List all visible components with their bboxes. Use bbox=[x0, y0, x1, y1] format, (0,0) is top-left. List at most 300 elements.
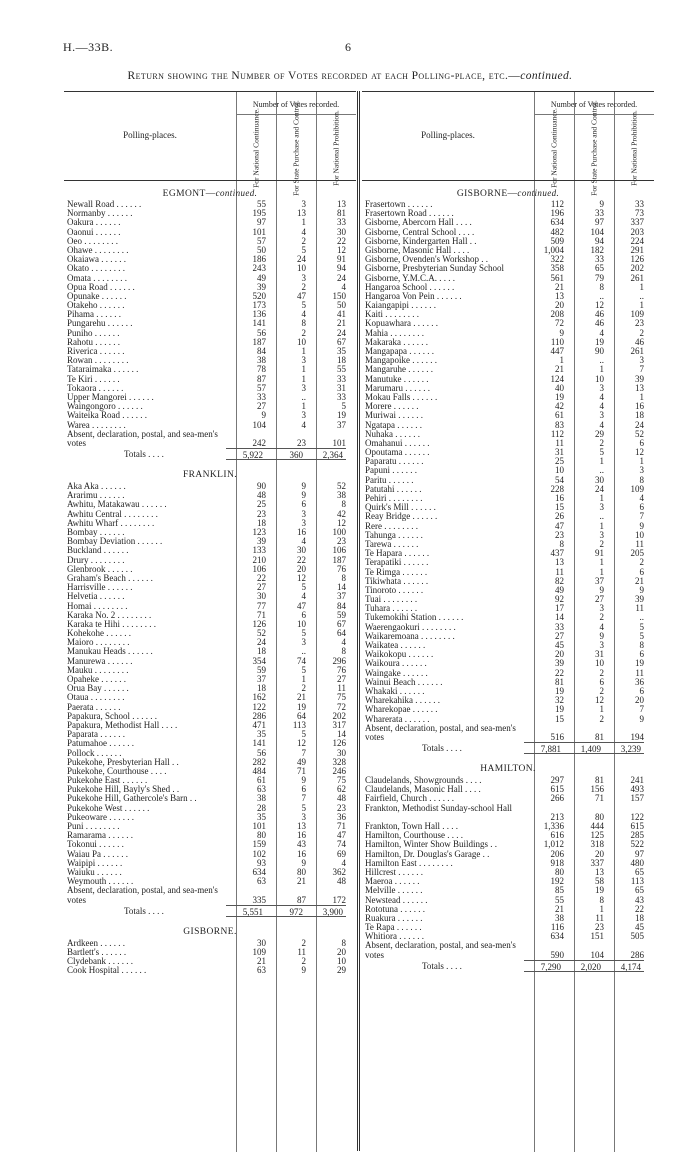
polling-place-name: Papuni . . . . . . bbox=[365, 466, 418, 476]
polling-place-name: Ohawe . . . . . . . . bbox=[67, 245, 129, 255]
table-row bbox=[64, 347, 356, 356]
polling-place-name: Hamilton, Winter Show Buildings . . bbox=[365, 840, 497, 850]
votes-prohibition: 4 bbox=[341, 637, 346, 648]
header-col-prohibition bbox=[316, 110, 356, 186]
votes-continuance: 447 bbox=[550, 346, 564, 356]
votes-prohibition: 1 bbox=[639, 391, 644, 402]
polling-place-name: Gisborne, Presbyterian Sunday School bbox=[365, 264, 504, 274]
votes-continuance: 282 bbox=[252, 756, 266, 767]
votes-state-purchase: 10 bbox=[297, 618, 306, 629]
table-row bbox=[362, 218, 654, 227]
table-row bbox=[362, 430, 654, 439]
votes-state-purchase: 9 bbox=[599, 630, 604, 641]
polling-place-name: Kaiti . . . . . . . . bbox=[365, 310, 419, 320]
header-col-continuance bbox=[236, 108, 276, 188]
polling-place-name: Totals . . . . bbox=[422, 960, 462, 971]
votes-state-purchase: 1 bbox=[599, 704, 604, 715]
votes-state-purchase: 43 bbox=[297, 839, 306, 850]
votes-prohibition: 45 bbox=[635, 922, 644, 933]
votes-prohibition: 2,364 bbox=[306, 448, 346, 460]
table-row bbox=[362, 255, 654, 264]
votes-prohibition: 202 bbox=[630, 263, 644, 274]
votes-continuance: 63 bbox=[257, 965, 266, 976]
votes-prohibition: 9 bbox=[639, 713, 644, 724]
votes-continuance: 112 bbox=[550, 428, 564, 439]
votes-prohibition: 6 bbox=[639, 437, 644, 448]
votes-continuance: 57 bbox=[257, 382, 266, 393]
votes-continuance: 615 bbox=[550, 784, 564, 795]
votes-prohibition: 62 bbox=[337, 784, 346, 795]
votes-continuance: 11 bbox=[555, 566, 564, 577]
polling-place-name: Riverica . . . . . . bbox=[67, 347, 125, 356]
polling-place-name: Waiau Pa . . . . . . bbox=[67, 849, 129, 859]
votes-prohibition: 42 bbox=[337, 508, 346, 519]
votes-state-purchase: 3 bbox=[301, 811, 306, 822]
polling-place-name: Waerengaokuri . . . . . . . . bbox=[365, 622, 456, 632]
polling-place-name: Tokonui . . . . . . bbox=[67, 840, 124, 850]
votes-continuance: 39 bbox=[257, 281, 266, 292]
votes-continuance: 141 bbox=[252, 738, 266, 749]
polling-place-name: Drury . . . . . . . . bbox=[67, 555, 125, 565]
votes-prohibition: 43 bbox=[635, 894, 644, 905]
votes-state-purchase: 23 bbox=[595, 922, 604, 933]
votes-prohibition: 84 bbox=[337, 600, 346, 611]
table-row bbox=[362, 301, 654, 310]
votes-prohibition: 285 bbox=[630, 830, 644, 841]
votes-continuance: 7,881 bbox=[524, 742, 564, 754]
polling-place-name: Bombay Deviation . . . . . . bbox=[67, 537, 163, 547]
polling-place-name: Waiuku . . . . . . bbox=[67, 867, 122, 877]
votes-continuance: 9 bbox=[559, 327, 564, 338]
polling-place-name: Papakura, School . . . . . . bbox=[67, 711, 157, 721]
votes-prohibition: 126 bbox=[332, 738, 346, 749]
polling-place-name: Normanby . . . . . . bbox=[67, 209, 133, 219]
table-row bbox=[362, 466, 654, 475]
table-row bbox=[362, 228, 654, 237]
votes-prohibition: 7 bbox=[639, 364, 644, 375]
table-row bbox=[64, 831, 356, 840]
table-row bbox=[64, 611, 356, 620]
votes-continuance: 520 bbox=[252, 290, 266, 301]
votes-prohibition: 246 bbox=[332, 765, 346, 776]
section-heading bbox=[64, 925, 356, 939]
votes-state-purchase: 3 bbox=[301, 272, 306, 283]
votes-state-purchase: 9 bbox=[301, 965, 306, 976]
table-row bbox=[64, 255, 356, 264]
votes-state-purchase: 10 bbox=[595, 373, 604, 384]
votes-state-purchase: 6 bbox=[599, 676, 604, 687]
votes-state-purchase: 81 bbox=[595, 731, 604, 742]
table-row bbox=[362, 402, 654, 411]
votes-continuance: 27 bbox=[257, 582, 266, 593]
votes-prohibition: 6 bbox=[639, 502, 644, 513]
table-row bbox=[64, 292, 356, 301]
votes-continuance: 213 bbox=[550, 811, 564, 822]
table-row bbox=[362, 604, 654, 613]
polling-place-name: Papakura, Methodist Hall . . . . bbox=[67, 720, 178, 730]
votes-prohibition: 36 bbox=[635, 676, 644, 687]
votes-prohibition: 8 bbox=[341, 572, 346, 583]
votes-continuance: 228 bbox=[550, 483, 564, 494]
votes-state-purchase: 4 bbox=[301, 536, 306, 547]
table-row bbox=[64, 384, 356, 393]
votes-state-purchase: 3 bbox=[301, 382, 306, 393]
table-row bbox=[64, 966, 356, 975]
votes-continuance: 22 bbox=[555, 667, 564, 678]
votes-prohibition: 106 bbox=[332, 545, 346, 556]
votes-state-purchase: 65 bbox=[595, 263, 604, 274]
table-row bbox=[362, 512, 654, 521]
votes-prohibition: 11 bbox=[635, 603, 644, 614]
polling-place-name: Waiteika Road . . . . . . bbox=[67, 411, 148, 421]
section-title: HAMILTON. bbox=[480, 764, 536, 775]
votes-continuance: 38 bbox=[257, 793, 266, 804]
table-row bbox=[64, 703, 356, 712]
votes-state-purchase: 22 bbox=[297, 554, 306, 565]
table-row bbox=[64, 886, 356, 904]
polling-place-name: Okato . . . . . . . . bbox=[67, 264, 125, 274]
votes-prohibition: 109 bbox=[630, 309, 644, 320]
table-row bbox=[362, 896, 654, 905]
votes-prohibition: 14 bbox=[337, 729, 346, 740]
votes-prohibition: 39 bbox=[635, 594, 644, 605]
votes-prohibition: 6 bbox=[639, 566, 644, 577]
votes-state-purchase: 1 bbox=[599, 364, 604, 375]
table-row bbox=[64, 310, 356, 319]
votes-state-purchase: 74 bbox=[297, 655, 306, 666]
votes-prohibition: 126 bbox=[630, 254, 644, 265]
table-row bbox=[64, 620, 356, 629]
polling-place-name: Rototuna . . . . . . bbox=[365, 904, 425, 914]
votes-prohibition: 91 bbox=[337, 254, 346, 265]
votes-continuance: 14 bbox=[555, 612, 564, 623]
votes-continuance: 55 bbox=[555, 894, 564, 905]
votes-continuance: 141 bbox=[252, 318, 266, 329]
votes-prohibition: 59 bbox=[337, 609, 346, 620]
votes-state-purchase: 79 bbox=[595, 272, 604, 283]
table-row bbox=[64, 510, 356, 519]
votes-state-purchase: 8 bbox=[301, 318, 306, 329]
votes-state-purchase: 318 bbox=[590, 839, 604, 850]
votes-prohibition: 203 bbox=[630, 226, 644, 237]
votes-state-purchase: 97 bbox=[595, 217, 604, 228]
votes-prohibition: 20 bbox=[635, 695, 644, 706]
polling-place-name: Maioro . . . . . . . . bbox=[67, 638, 130, 648]
votes-continuance: 242 bbox=[252, 437, 266, 448]
table-row bbox=[362, 822, 654, 831]
votes-continuance: 49 bbox=[257, 272, 266, 283]
votes-state-purchase: 2 bbox=[301, 683, 306, 694]
votes-state-purchase: 3 bbox=[301, 517, 306, 528]
votes-continuance: 102 bbox=[252, 848, 266, 859]
votes-prohibition: 27 bbox=[337, 674, 346, 685]
votes-continuance: 110 bbox=[550, 336, 564, 347]
votes-state-purchase: 104 bbox=[590, 226, 604, 237]
votes-state-purchase: 2 bbox=[599, 667, 604, 678]
votes-continuance: 21 bbox=[555, 903, 564, 914]
polling-place-name: Homai . . . . . . . . bbox=[67, 601, 128, 611]
votes-state-purchase: 1 bbox=[301, 401, 306, 412]
votes-state-purchase: 1 bbox=[599, 520, 604, 531]
votes-continuance: 634 bbox=[550, 931, 564, 942]
polling-place-name: Cook Hospital . . . . . . bbox=[67, 966, 147, 976]
votes-continuance: 322 bbox=[550, 254, 564, 265]
table-row bbox=[64, 730, 356, 739]
votes-continuance: 55 bbox=[257, 199, 266, 209]
polling-place-name: Manukau Heads . . . . . . bbox=[67, 647, 153, 657]
votes-continuance: 11 bbox=[555, 437, 564, 448]
polling-place-name: Absent, declaration, postal, and sea-men's votes bbox=[365, 940, 516, 960]
votes-continuance: 104 bbox=[252, 419, 266, 430]
table-row bbox=[64, 939, 356, 948]
votes-prohibition: 29 bbox=[337, 965, 346, 976]
votes-state-purchase: 94 bbox=[595, 235, 604, 246]
votes-state-purchase: 10 bbox=[595, 658, 604, 669]
votes-continuance: 354 bbox=[252, 655, 266, 666]
votes-state-purchase: 5 bbox=[301, 244, 306, 255]
table-body-right bbox=[362, 186, 654, 980]
polling-place-name: Kopuawhara . . . . . . bbox=[365, 319, 438, 329]
polling-place-name: Absent, declaration, postal, and sea-men's votes bbox=[67, 428, 218, 448]
votes-state-purchase: 1 bbox=[301, 346, 306, 356]
polling-place-name: Gisborne, Central School . . . . bbox=[365, 227, 475, 237]
votes-state-purchase: 3 bbox=[301, 199, 306, 209]
votes-state-purchase: 4 bbox=[599, 327, 604, 338]
table-row bbox=[64, 565, 356, 574]
votes-state-purchase: 33 bbox=[595, 254, 604, 265]
votes-prohibition: 94 bbox=[337, 263, 346, 274]
table-row bbox=[64, 693, 356, 702]
votes-prohibition: 337 bbox=[630, 217, 644, 228]
polling-place-name: Wharekahika . . . . . . bbox=[365, 696, 440, 706]
votes-state-purchase: 20 bbox=[297, 563, 306, 574]
page-number: 6 bbox=[345, 40, 351, 54]
votes-state-purchase: 46 bbox=[595, 318, 604, 329]
votes-state-purchase: 3 bbox=[301, 355, 306, 366]
votes-prohibition: 202 bbox=[332, 710, 346, 721]
polling-place-name: Pukekohe East . . . . . . bbox=[67, 776, 148, 786]
votes-state-purchase: 13 bbox=[297, 821, 306, 832]
header-number-of-votes: Number of Votes recorded. bbox=[550, 100, 638, 109]
votes-continuance: 126 bbox=[252, 618, 266, 629]
polling-place-name: Frasertown Road . . . . . . bbox=[365, 209, 454, 219]
votes-continuance: 35 bbox=[257, 729, 266, 740]
votes-prohibition: 4 bbox=[341, 857, 346, 868]
votes-prohibition: 1 bbox=[639, 300, 644, 311]
table-row bbox=[64, 776, 356, 785]
votes-prohibition: 480 bbox=[630, 857, 644, 868]
table-row bbox=[64, 218, 356, 227]
votes-continuance: 93 bbox=[257, 857, 266, 868]
section-suffix: continued. bbox=[517, 188, 560, 198]
votes-state-purchase: 7 bbox=[301, 793, 306, 804]
table-row bbox=[362, 905, 654, 914]
table-row bbox=[362, 476, 654, 485]
title-suffix: continued. bbox=[520, 70, 573, 82]
votes-state-purchase: .. bbox=[599, 290, 604, 301]
table-row bbox=[362, 200, 654, 209]
votes-prohibition: 11 bbox=[635, 667, 644, 678]
table-row bbox=[64, 537, 356, 546]
polling-place-name: Paparatu . . . . . . bbox=[365, 457, 424, 467]
votes-continuance: 136 bbox=[252, 309, 266, 320]
polling-place-name: Omahanui . . . . . . bbox=[365, 438, 430, 448]
votes-prohibition: 30 bbox=[337, 226, 346, 237]
votes-continuance: 482 bbox=[550, 226, 564, 237]
table-row bbox=[64, 274, 356, 283]
votes-continuance: 49 bbox=[555, 584, 564, 595]
votes-continuance: 297 bbox=[550, 775, 564, 786]
votes-state-purchase: 31 bbox=[595, 649, 604, 660]
votes-state-purchase: 2 bbox=[301, 956, 306, 967]
table-row bbox=[64, 228, 356, 237]
polling-place-name: Tahunga . . . . . . bbox=[365, 530, 423, 540]
polling-place-name: Gisborne, Ovenden's Workshop . . bbox=[365, 255, 488, 265]
table-row bbox=[362, 365, 654, 374]
votes-continuance: 123 bbox=[252, 527, 266, 538]
votes-state-purchase: 8 bbox=[599, 281, 604, 292]
votes-prohibition: 16 bbox=[635, 401, 644, 412]
votes-state-purchase: 21 bbox=[297, 876, 306, 887]
votes-continuance: 1,012 bbox=[543, 839, 564, 850]
polling-place-name: Pehiri . . . . . . . . bbox=[365, 494, 423, 503]
polling-place-name: Muriwai . . . . . . bbox=[365, 411, 423, 421]
votes-prohibition: 67 bbox=[337, 618, 346, 629]
votes-prohibition: 261 bbox=[630, 346, 644, 356]
table-row bbox=[64, 666, 356, 675]
votes-state-purchase: 1 bbox=[301, 373, 306, 384]
table-row bbox=[362, 641, 654, 650]
table-row bbox=[64, 602, 356, 611]
votes-state-purchase: 81 bbox=[595, 775, 604, 786]
votes-prohibition: 8 bbox=[639, 640, 644, 650]
polling-place-name: Otakeho . . . . . . bbox=[67, 301, 125, 311]
polling-place-name: Wainui Beach . . . . . . bbox=[365, 677, 443, 687]
polling-place-name: Omata . . . . . . . . bbox=[67, 273, 127, 283]
votes-continuance: 1,336 bbox=[543, 821, 564, 832]
header-col-continuance bbox=[534, 108, 574, 188]
table-row bbox=[64, 592, 356, 601]
polling-place-name: Kohekohe . . . . . . bbox=[67, 629, 131, 639]
table-row bbox=[64, 957, 356, 966]
votes-prohibition: 150 bbox=[332, 290, 346, 301]
table-row bbox=[64, 338, 356, 347]
polling-place-name: Hamilton East . . . . . . . . bbox=[365, 858, 453, 868]
section-title: FRANKLIN. bbox=[182, 470, 237, 481]
polling-place-name: Claudelands, Showgrounds . . . . bbox=[365, 776, 482, 786]
table-row bbox=[64, 758, 356, 767]
polling-place-name: Ardkeen . . . . . . bbox=[67, 938, 125, 948]
votes-state-purchase: 360 bbox=[266, 448, 306, 460]
polling-place-name: Puni . . . . . . . . bbox=[67, 822, 120, 832]
votes-prohibition: 9 bbox=[639, 584, 644, 595]
votes-prohibition: 21 bbox=[337, 318, 346, 329]
votes-state-purchase: 11 bbox=[297, 946, 306, 957]
votes-prohibition: 13 bbox=[337, 199, 346, 209]
votes-continuance: 59 bbox=[257, 664, 266, 675]
votes-prohibition: .. bbox=[639, 290, 644, 301]
polling-place-name: Te Rapa . . . . . . bbox=[365, 923, 422, 933]
polling-place-name: Mahia . . . . . . . . bbox=[365, 328, 424, 338]
table-row bbox=[64, 804, 356, 813]
polling-place-name: Awhitu Wharf . . . . . . . . bbox=[67, 518, 155, 528]
polling-place-name: Paerata . . . . . . bbox=[67, 702, 121, 712]
polling-place-name: Bombay . . . . . . bbox=[67, 528, 125, 538]
table-row bbox=[64, 721, 356, 730]
votes-state-purchase: 9 bbox=[301, 857, 306, 868]
header-polling-places: Polling-places. bbox=[421, 130, 475, 140]
votes-continuance: 516 bbox=[550, 731, 564, 742]
polling-place-name: Mauku . . . . . . . . bbox=[67, 665, 129, 675]
polling-place-name: Frankton, Methodist Sunday-school Hall bbox=[365, 802, 512, 813]
table-row bbox=[362, 868, 654, 877]
polling-place-name: Mokau Falls . . . . . . bbox=[365, 392, 438, 402]
polling-place-name: Gisborne, Masonic Hall . . . . bbox=[365, 245, 470, 255]
votes-continuance: 286 bbox=[252, 710, 266, 721]
polling-place-name: Rowan . . . . . . . . bbox=[67, 356, 129, 366]
votes-continuance: 1 bbox=[559, 355, 564, 366]
table-row bbox=[64, 356, 356, 365]
polling-place-name: Awhitu, Matakawau . . . . . . bbox=[67, 500, 167, 510]
votes-prohibition: 172 bbox=[332, 894, 346, 905]
votes-state-purchase: 1 bbox=[599, 557, 604, 568]
polling-place-name: Wharerata . . . . . . bbox=[365, 714, 430, 724]
votes-prohibition: 122 bbox=[630, 811, 644, 822]
polling-place-name: Mangaruhe . . . . . . bbox=[365, 365, 433, 375]
votes-continuance: 30 bbox=[257, 937, 266, 948]
votes-prohibition: 8 bbox=[341, 937, 346, 948]
votes-prohibition: 76 bbox=[337, 664, 346, 675]
section-heading bbox=[362, 762, 654, 776]
votes-state-purchase: 3 bbox=[301, 637, 306, 648]
votes-continuance: 40 bbox=[555, 382, 564, 393]
votes-continuance: 159 bbox=[252, 839, 266, 850]
votes-prohibition: 75 bbox=[337, 692, 346, 703]
votes-state-purchase: 29 bbox=[595, 428, 604, 439]
votes-prohibition: 5 bbox=[639, 621, 644, 632]
votes-state-purchase: 4 bbox=[599, 401, 604, 412]
votes-continuance: 22 bbox=[257, 572, 266, 583]
page-title bbox=[0, 70, 700, 82]
votes-continuance: 71 bbox=[257, 609, 266, 620]
votes-prohibition: 18 bbox=[337, 355, 346, 366]
polling-place-name: Tuai . . . . . . . . bbox=[365, 595, 418, 605]
votes-continuance: 13 bbox=[555, 557, 564, 568]
votes-prohibition: .. bbox=[639, 612, 644, 623]
table-row bbox=[362, 439, 654, 448]
votes-state-purchase: 2 bbox=[301, 327, 306, 338]
votes-continuance: 25 bbox=[257, 499, 266, 510]
votes-prohibition: 187 bbox=[332, 554, 346, 565]
votes-prohibition: 194 bbox=[630, 731, 644, 742]
votes-prohibition: 522 bbox=[630, 839, 644, 850]
votes-prohibition: 291 bbox=[630, 244, 644, 255]
votes-state-purchase: 27 bbox=[595, 594, 604, 605]
table-row bbox=[64, 283, 356, 292]
votes-prohibition: 3,239 bbox=[604, 742, 644, 754]
votes-state-purchase: 2 bbox=[301, 937, 306, 948]
votes-continuance: 561 bbox=[550, 272, 564, 283]
polling-place-name: Hangaroa Von Pein . . . . . . bbox=[365, 291, 462, 301]
votes-state-purchase: 6 bbox=[301, 609, 306, 620]
votes-continuance: 509 bbox=[550, 235, 564, 246]
votes-continuance: 15 bbox=[555, 713, 564, 724]
votes-prohibition: 113 bbox=[630, 876, 644, 887]
votes-prohibition: 13 bbox=[635, 382, 644, 393]
polling-place-name: Waikatea . . . . . . bbox=[365, 641, 426, 650]
table-row bbox=[362, 319, 654, 328]
votes-prohibition: 37 bbox=[337, 591, 346, 602]
